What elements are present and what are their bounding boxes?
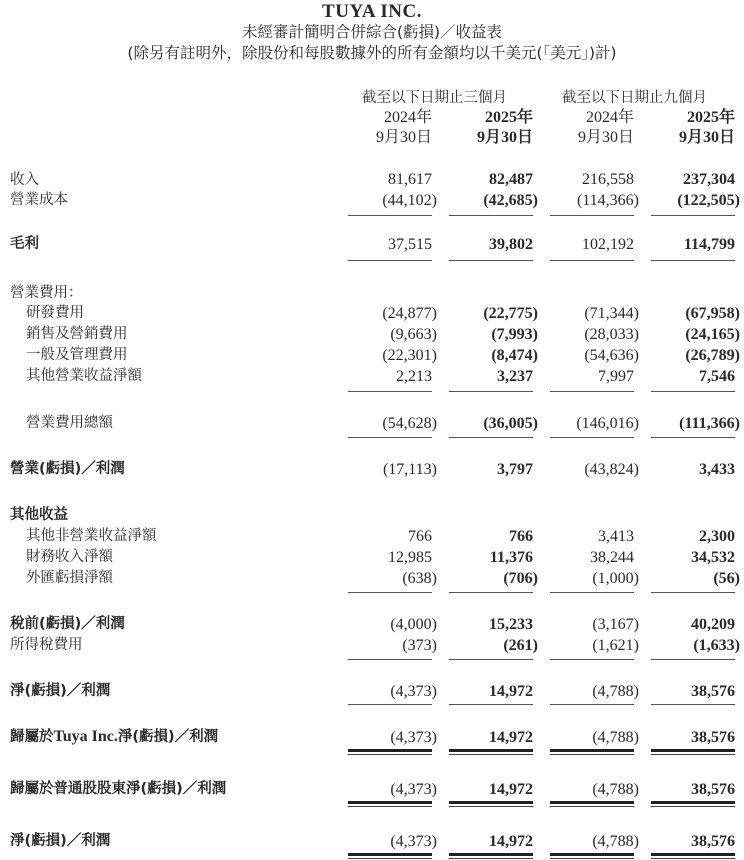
statement-subtitle: (除另有註明外，除股份和每股數據外的所有金額均以千美元(「美元」)計) [127, 44, 617, 62]
row-label-general-admin: 一般及管理費用 [26, 347, 128, 363]
cost-9m-2024: (114,366) [576, 192, 639, 209]
rule [651, 391, 735, 392]
double-rule [651, 853, 735, 859]
row-label-ni-attributable-shareholders: 歸屬於普通股股東淨(虧損)／利潤 [10, 781, 227, 797]
toe-9m-2025: (111,366) [679, 415, 740, 432]
rule [449, 437, 533, 438]
row-label-ni-attributable-tuya [10, 727, 218, 747]
rnd-9m-2024: (71,344) [584, 305, 639, 322]
label-company: Tuya Inc. [53, 728, 118, 745]
tax-q3-2024: (373) [402, 637, 437, 654]
col3-date: 9月30日 [577, 129, 634, 146]
toe-q3-2025: (36,005) [483, 415, 538, 432]
fx-q3-2024: (638) [402, 570, 437, 587]
col4-date: 9月30日 [678, 129, 735, 146]
rnd-q3-2025: (22,775) [483, 305, 538, 322]
nif-9m-2025: 38,576 [691, 833, 735, 850]
rule [449, 391, 533, 392]
nit-9m-2025: 38,576 [691, 729, 735, 746]
nis-9m-2024: (4,788) [592, 781, 639, 798]
rule [449, 704, 533, 705]
fi-9m-2024: 38,244 [590, 549, 634, 566]
row-label-operating-expenses-heading: 營業費用： [10, 285, 83, 301]
fx-9m-2025: (56) [713, 570, 740, 587]
row-label-net-income-final: 淨(虧損)／利潤 [10, 833, 111, 849]
ooi-9m-2025: 7,546 [699, 368, 735, 385]
pti-q3-2025: 15,233 [489, 616, 533, 633]
nif-q3-2024: (4,373) [390, 833, 437, 850]
ga-q3-2025: (8,474) [491, 347, 538, 364]
rule [651, 592, 735, 593]
ooi-q3-2024: 2,213 [396, 368, 432, 385]
row-label-fx-loss: 外匯虧損淨額 [26, 570, 113, 586]
col3-year: 2024年 [585, 109, 634, 126]
nit-9m-2024: (4,788) [592, 729, 639, 746]
row-label-gross-profit: 毛利 [10, 236, 39, 252]
rule [550, 659, 634, 660]
rule [651, 704, 735, 705]
double-rule [550, 853, 634, 859]
double-rule [651, 749, 735, 755]
rule [449, 592, 533, 593]
col1-year: 2024年 [383, 109, 432, 126]
gross-profit-q3-2024: 37,515 [388, 236, 432, 253]
sm-9m-2024: (28,033) [584, 326, 639, 343]
ga-9m-2024: (54,636) [584, 347, 639, 364]
rule [651, 215, 735, 216]
tax-q3-2025: (261) [503, 637, 538, 654]
double-rule [550, 801, 634, 807]
statement-header [0, 2, 744, 64]
nit-q3-2025: 14,972 [489, 729, 533, 746]
rule [449, 215, 533, 216]
oi-9m-2024: (43,824) [584, 461, 639, 478]
nis-q3-2024: (4,373) [390, 781, 437, 798]
ni-q3-2024: (4,373) [390, 683, 437, 700]
sm-q3-2025: (7,993) [491, 326, 538, 343]
revenue-9m-2025: 237,304 [683, 171, 735, 188]
col4-year: 2025年 [686, 109, 735, 126]
rule [348, 260, 432, 261]
toe-9m-2024: (146,016) [576, 415, 639, 432]
ga-q3-2024: (22,301) [382, 347, 437, 364]
col2-date: 9月30日 [476, 129, 533, 146]
gross-profit-9m-2024: 102,192 [582, 236, 634, 253]
cost-9m-2025: (122,505) [677, 192, 740, 209]
pti-9m-2025: 40,209 [691, 616, 735, 633]
rule [449, 659, 533, 660]
ono-9m-2025: 2,300 [699, 528, 735, 545]
tax-9m-2025: (1,633) [693, 637, 740, 654]
revenue-q3-2024: 81,617 [388, 171, 432, 188]
double-rule [550, 749, 634, 755]
row-label-revenue: 收入 [10, 172, 39, 188]
row-label-other-non-operating: 其他非營業收益淨額 [26, 528, 157, 544]
double-rule [348, 749, 432, 755]
fi-q3-2024: 12,985 [388, 549, 432, 566]
nis-q3-2025: 14,972 [489, 781, 533, 798]
rule [449, 260, 533, 261]
rule [550, 704, 634, 705]
rule [348, 215, 432, 216]
gross-profit-q3-2025: 39,802 [489, 236, 533, 253]
header-three-months: 截至以下日期止三個月 [362, 90, 507, 106]
nit-q3-2024: (4,373) [390, 729, 437, 746]
rnd-q3-2024: (24,877) [382, 305, 437, 322]
double-rule [449, 853, 533, 859]
fi-9m-2025: 34,532 [691, 549, 735, 566]
label-suffix: 淨(虧損)／利潤 [117, 729, 219, 745]
header-nine-months: 截至以下日期止九個月 [562, 90, 707, 106]
statement-title: 未經審計簡明合併綜合(虧損)／收益表 [241, 23, 503, 41]
nis-9m-2025: 38,576 [691, 781, 735, 798]
rule [651, 260, 735, 261]
label-prefix: 歸屬於 [10, 729, 54, 745]
rule [651, 659, 735, 660]
row-label-finance-income: 財務收入淨額 [26, 549, 113, 565]
row-label-sales-marketing: 銷售及營銷費用 [26, 326, 128, 342]
pti-q3-2024: (4,000) [390, 616, 437, 633]
double-rule [449, 801, 533, 807]
row-label-other-income-heading: 其他收益 [10, 507, 68, 523]
rule [550, 215, 634, 216]
row-label-rnd: 研發費用 [26, 305, 84, 321]
oi-9m-2025: 3,433 [699, 461, 735, 478]
fi-q3-2025: 11,376 [489, 549, 533, 566]
toe-q3-2024: (54,628) [382, 415, 437, 432]
col2-year: 2025年 [484, 109, 533, 126]
company-name: TUYA INC. [322, 1, 422, 22]
fx-q3-2025: (706) [503, 570, 538, 587]
rule [348, 391, 432, 392]
revenue-9m-2024: 216,558 [582, 171, 634, 188]
double-rule [651, 801, 735, 807]
pti-9m-2024: (3,167) [592, 616, 639, 633]
ono-q3-2025: 766 [509, 528, 533, 545]
ni-9m-2024: (4,788) [592, 683, 639, 700]
ooi-q3-2025: 3,237 [497, 368, 533, 385]
ni-9m-2025: 38,576 [691, 683, 735, 700]
double-rule [348, 853, 432, 859]
ooi-9m-2024: 7,997 [598, 368, 634, 385]
rule [348, 704, 432, 705]
cost-q3-2024: (44,102) [382, 192, 437, 209]
row-label-net-income: 淨(虧損)／利潤 [10, 683, 111, 699]
rule [348, 437, 432, 438]
rnd-9m-2025: (67,958) [685, 305, 740, 322]
sm-q3-2024: (9,663) [390, 326, 437, 343]
cost-q3-2025: (42,685) [483, 192, 538, 209]
rule [550, 391, 634, 392]
rule [550, 592, 634, 593]
gross-profit-9m-2025: 114,799 [683, 236, 735, 253]
tax-9m-2024: (1,621) [592, 637, 639, 654]
fx-9m-2024: (1,000) [592, 570, 639, 587]
rule [550, 437, 634, 438]
double-rule [449, 749, 533, 755]
double-rule [348, 801, 432, 807]
ono-9m-2024: 3,413 [598, 528, 634, 545]
rule [348, 592, 432, 593]
rule [550, 260, 634, 261]
nif-q3-2025: 14,972 [489, 833, 533, 850]
row-label-income-tax: 所得稅費用 [10, 637, 83, 653]
row-label-other-operating-income: 其他營業收益淨額 [26, 368, 142, 384]
sm-9m-2025: (24,165) [685, 326, 740, 343]
ni-q3-2025: 14,972 [489, 683, 533, 700]
rule [348, 659, 432, 660]
oi-q3-2025: 3,797 [497, 461, 533, 478]
ga-9m-2025: (26,789) [685, 347, 740, 364]
oi-q3-2024: (17,113) [382, 461, 437, 478]
ono-q3-2024: 766 [408, 528, 432, 545]
col1-date: 9月30日 [375, 129, 432, 146]
row-label-operating-income: 營業(虧損)／利潤 [10, 461, 125, 477]
nif-9m-2024: (4,788) [592, 833, 639, 850]
row-label-total-operating-expenses: 營業費用總額 [26, 415, 113, 431]
rule [651, 437, 735, 438]
revenue-q3-2025: 82,487 [489, 171, 533, 188]
row-label-pretax-income: 稅前(虧損)／利潤 [10, 616, 125, 632]
row-label-cost-of-revenue: 營業成本 [10, 192, 68, 208]
